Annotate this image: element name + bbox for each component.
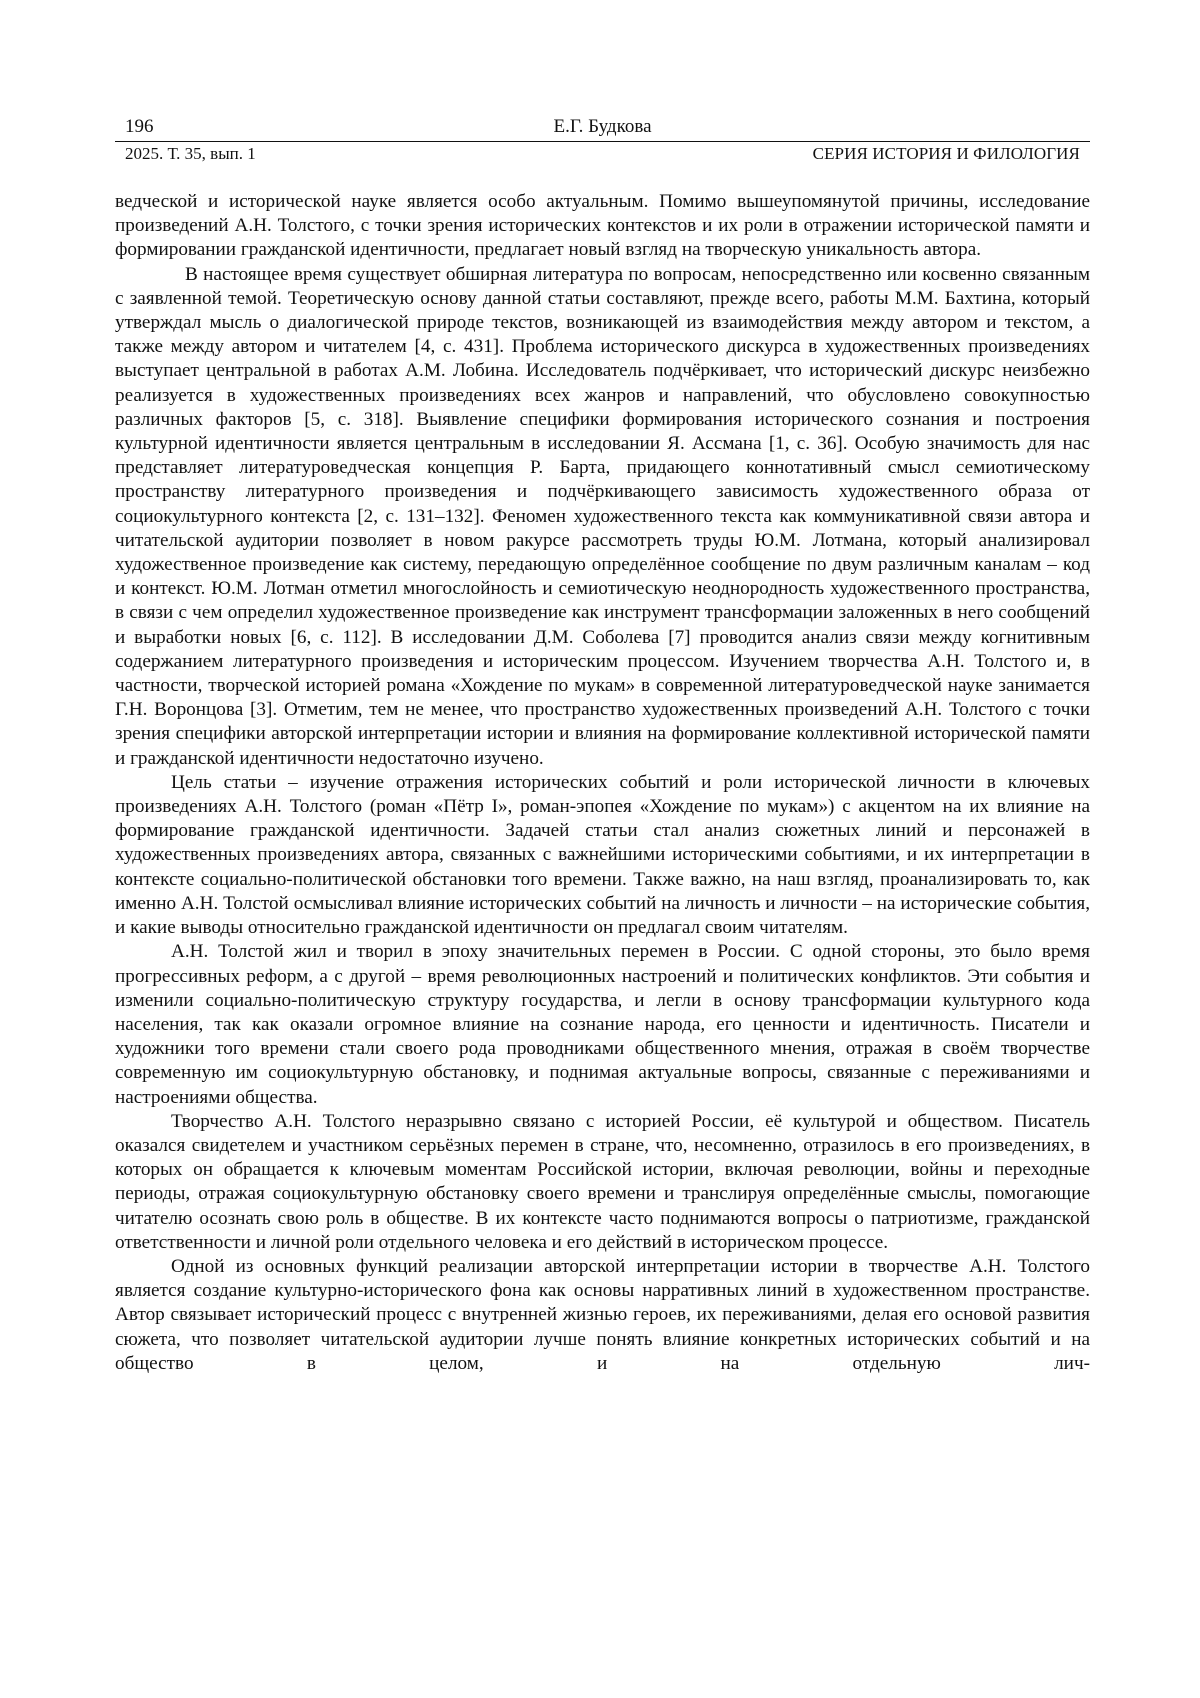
- header-bottom-row: [115, 143, 1090, 165]
- header-top-row: [115, 115, 1090, 139]
- page-number: 196: [125, 115, 154, 139]
- paragraph: Творчество А.Н. Толстого неразрывно связано с историей России, её культурой и обществом. Писатель оказался свидетелем и участником серьёзных перемен в стране, что, несомненно, отразилось в его произведениях, в которых он обращается к ключевым моментам Российской истории, включая революции, войны и переходные периоды, отражая социокультурную обстановку своего времени и транслируя определённые смыслы, помогающие читателю осознать свою роль в обществе. В их контексте часто поднимаются вопросы о патриотизме, гражданской ответственности и личной роли отдельного человека и его действий в историческом процессе.: [115, 1110, 1090, 1255]
- paragraph: А.Н. Толстой жил и творил в эпоху значительных перемен в России. С одной стороны, это было время прогрессивных реформ, а с другой – время революционных настроений и политических конфликтов. Эти события и изменили социально-политическую структуру государства, и легли в основу трансформации культурного кода населения, так как оказали огромное влияние на сознание народа, его ценности и идентичность. Писатели и художники того времени стали своего рода проводниками общественного мнения, отражая в своём творчестве современную им социокультурную обстановку, и поднимая актуальные вопросы, связанные с переживаниями и настроениями общества.: [115, 940, 1090, 1109]
- paragraph: В настоящее время существует обширная литература по вопросам, непосредственно или косвенно связанным с заявленной темой. Теоретическую основу данной статьи составляют, прежде всего, работы М.М. Бахтина, который утверждал мысль о диалогической природе текстов, возникающей из взаимодействия между автором и текстом, а также между автором и читателем [4, с. 431]. Проблема исторического дискурса в художественных произведениях выступает центральной в работах А.М. Лобина. Исследователь подчёркивает, что исторический дискурс неизбежно реализуется в художественных произведениях всех жанров и направлений, что обусловлено совокупностью различных факторов [5, с. 318]. Выявление специфики формирования исторического сознания и построения культурной идентичности является центральным в исследовании Я. Ассмана [1, с. 36]. Особую значимость для нас представляет литературоведческая концепция Р. Барта, придающего коннотативный смысл семиотическому пространству литературного произведения и подчёркивающего зависимость художественного образа от социокультурного контекста [2, с. 131–132]. Феномен художественного текста как коммуникативной связи автора и читательской аудитории позволяет в новом ракурсе рассмотреть труды Ю.М. Лотмана, который анализировал художественное произведение как систему, передающую определённое сообщение по двум различным каналам – код и контекст. Ю.М. Лотман отметил многослойность и семиотическую неоднородность художественного пространства, в связи с чем определил художественное произведение как инструмент трансформации заложенных в него сообщений и выработки новых [6, с. 112]. В исследовании Д.М. Соболева [7] проводится анализ связи между когнитивным содержанием литературного произведения и историческим процессом. Изучением творчества А.Н. Толстого и, в частности, творческой историей романа «Хождение по мукам» в современной литературоведческой науке занимается Г.Н. Воронцова [3]. Отметим, тем не менее, что пространство художественных произведений А.Н. Толстого с точки зрения специфики авторской интерпретации истории и влияния на формирование коллективной исторической памяти и гражданской идентичности недостаточно изучено.: [115, 263, 1090, 771]
- paragraph: Одной из основных функций реализации авторской интерпретации истории в творчестве А.Н. Толстого является создание культурно-исторического фона как основы нарративных линий в художественном пространстве. Автор связывает исторический процесс с внутренней жизнью героев, их переживаниями, делая его основой развития сюжета, что позволяет читательской аудитории лучше понять влияние конкретных исторических событий и на общество в целом, и на отдельную лич-: [115, 1255, 1090, 1376]
- paragraph: ведческой и исторической науке является особо актуальным. Помимо вышеупомянутой причины, исследование произведений А.Н. Толстого, с точки зрения исторических контекстов и их роли в отражении исторической памяти и формировании гражданской идентичности, предлагает новый взгляд на творческую уникальность автора.: [115, 190, 1090, 263]
- paragraph: Цель статьи – изучение отражения исторических событий и роли исторической личности в ключевых произведениях А.Н. Толстого (роман «Пётр I», роман-эпопея «Хождение по мукам») с акцентом на их влияние на формирование гражданской идентичности. Задачей статьи стал анализ сюжетных линий и персонажей в художественных произведениях автора, связанных с важнейшими историческими событиями, и их интерпретации в контексте социально-политической обстановки того времени. Также важно, на наш взгляд, проанализировать то, как именно А.Н. Толстой осмысливал влияние исторических событий на личность и личности – на исторические события, и какие выводы относительно гражданской идентичности он предлагал своим читателям.: [115, 771, 1090, 940]
- header-divider: [115, 141, 1090, 142]
- running-header: [115, 115, 1090, 139]
- issue-info: 2025. Т. 35, вып. 1: [125, 143, 256, 165]
- article-body: [115, 190, 1090, 1376]
- running-author: Е.Г. Будкова: [115, 115, 1090, 139]
- series-title: СЕРИЯ ИСТОРИЯ И ФИЛОЛОГИЯ: [813, 143, 1080, 165]
- journal-page: [0, 0, 1200, 1698]
